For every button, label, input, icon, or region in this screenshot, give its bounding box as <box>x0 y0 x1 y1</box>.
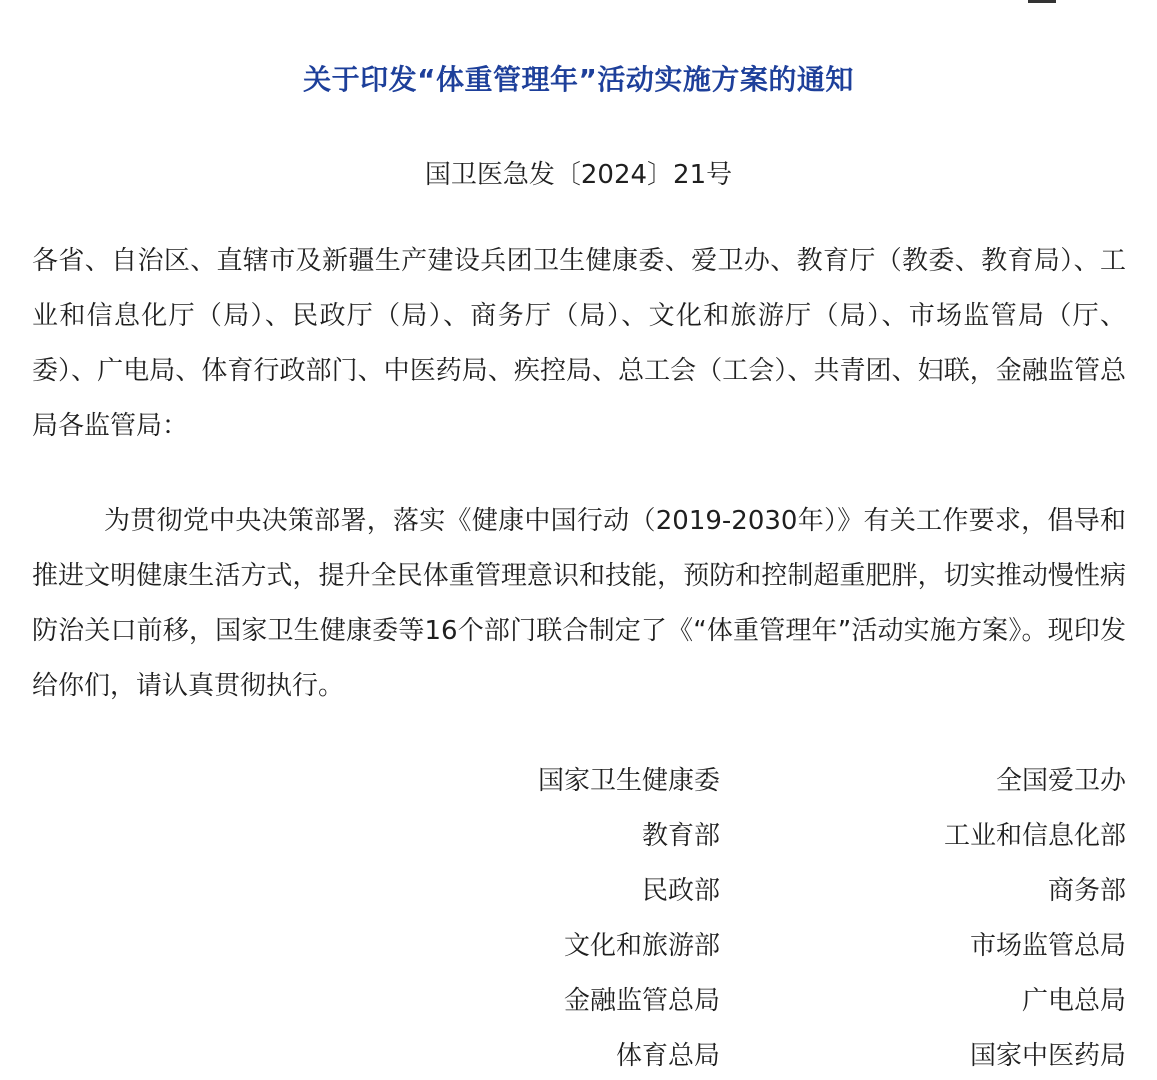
signatory-row <box>0 1023 1157 1078</box>
signatory-row <box>0 803 1157 858</box>
document-number: 国卫医急发〔2024〕21号 <box>424 160 733 190</box>
signatory-left: 教育部 <box>641 821 720 851</box>
signatory-row <box>0 858 1157 913</box>
signatory-left: 文化和旅游部 <box>563 931 720 961</box>
signatory-right: 商务部 <box>1047 876 1126 906</box>
signatory-right: 市场监管总局 <box>969 931 1126 961</box>
signatories-block <box>0 748 1157 1078</box>
recipients-paragraph: 各省、自治区、直辖市及新疆生产建设兵团卫生健康委、爱卫办、教育厅（教委、教育局）、工业和信息化厅（局）、民政厅（局）、商务厅（局）、文化和旅游厅（局）、市场监管局（厅、委）、广电局、体育行政部门、中医药局、疾控局、总工会（工会）、共青团、妇联，金融监管总局各监管局： <box>32 246 1126 441</box>
signatory-left: 金融监管总局 <box>563 986 720 1016</box>
body-paragraph: 为贯彻党中央决策部署，落实《健康中国行动（2019-2030年）》有关工作要求，倡导和推进文明健康生活方式，提升全民体重管理意识和技能，预防和控制超重肥胖，切实推动慢性病防治关口前移，国家卫生健康委等16个部门联合制定了《“体重管理年”活动实施方案》。现印发给你们，请认真贯彻执行。 <box>32 506 1127 701</box>
signatory-left: 体育总局 <box>615 1041 720 1071</box>
signatory-left: 国家卫生健康委 <box>537 766 720 796</box>
signatory-left: 民政部 <box>641 876 720 906</box>
document-title: 关于印发“体重管理年”活动实施方案的通知 <box>303 63 854 96</box>
signatory-row <box>0 748 1157 803</box>
signatory-right: 工业和信息化部 <box>943 821 1126 851</box>
signatory-row <box>0 968 1157 1023</box>
top-edge-mark <box>1028 0 1056 3</box>
signatory-right: 广电总局 <box>1021 986 1126 1016</box>
signatory-right: 全国爱卫办 <box>995 766 1126 796</box>
signatory-row <box>0 913 1157 968</box>
signatory-right: 国家中医药局 <box>969 1041 1126 1071</box>
